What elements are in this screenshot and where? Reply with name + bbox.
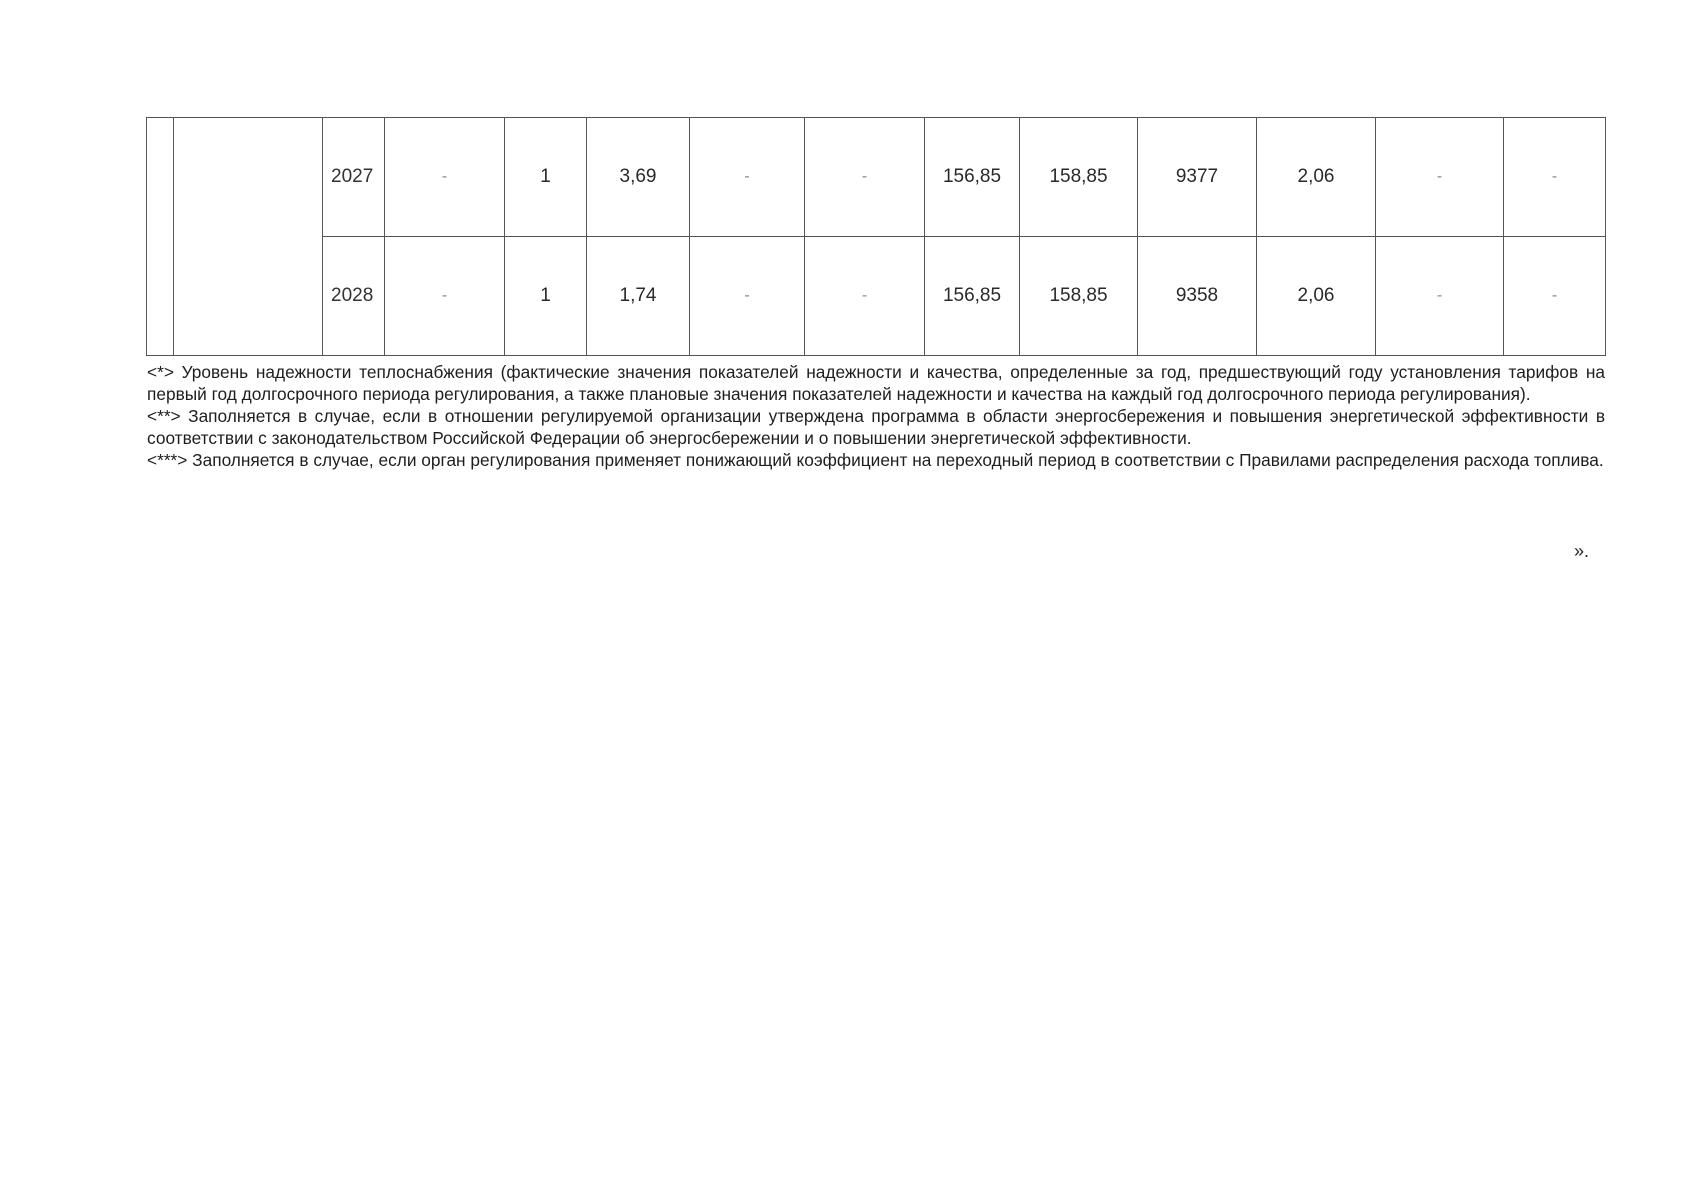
footnote-reliability: <*> Уровень надежности теплоснабжения (фактические значения показателей надежности и качества, определенные за год, предшествующий году установления тарифов на первый год долгосрочного периода регулирования, а также плановые значения показателей надежности и качества на каждый год долгосрочного периода регулирования). <box>147 362 1605 404</box>
table-cell: 1 <box>505 237 587 356</box>
indicators-table <box>146 117 1606 356</box>
closing-quote-mark: ». <box>1574 541 1590 561</box>
table-cell: - <box>1376 237 1504 356</box>
footnotes <box>147 361 1605 471</box>
table-cell: 2,06 <box>1257 118 1376 237</box>
table-row-2027 <box>147 118 1606 237</box>
table-cell: - <box>805 118 925 237</box>
table-cell: 9377 <box>1138 118 1257 237</box>
table-cell: - <box>1504 237 1606 356</box>
table-cell: - <box>385 118 505 237</box>
table-cell: 1 <box>505 118 587 237</box>
table-cell-year: 2028 <box>323 237 385 356</box>
table-cell: - <box>1376 118 1504 237</box>
table-cell: 158,85 <box>1020 118 1138 237</box>
table-row-2028 <box>147 237 1606 356</box>
table-cell: - <box>1504 118 1606 237</box>
table-cell-number <box>147 118 174 356</box>
table-cell: - <box>690 237 805 356</box>
table-cell-organization <box>174 118 323 356</box>
footnote-reduction-coefficient: <***> Заполняется в случае, если орган регулирования применяет понижающий коэффициент на переходный период в соответствии с Правилами распределения расхода топлива. <box>147 450 1604 470</box>
table-cell: 9358 <box>1138 237 1257 356</box>
table-cell-year: 2027 <box>323 118 385 237</box>
table-cell: 2,06 <box>1257 237 1376 356</box>
footnote-energy-saving: <**> Заполняется в случае, если в отношении регулируемой организации утверждена программа в области энергосбережения и повышения энергетической эффективности в соответствии с законодательством Российской Федерации об энергосбережении и о повышении энергетической эффективности. <box>147 406 1605 448</box>
table-cell: - <box>690 118 805 237</box>
table-cell: 156,85 <box>925 237 1020 356</box>
table-cell: 156,85 <box>925 118 1020 237</box>
table-cell: - <box>385 237 505 356</box>
table-cell: 3,69 <box>587 118 690 237</box>
table-cell: 158,85 <box>1020 237 1138 356</box>
table-cell: 1,74 <box>587 237 690 356</box>
table-cell: - <box>805 237 925 356</box>
